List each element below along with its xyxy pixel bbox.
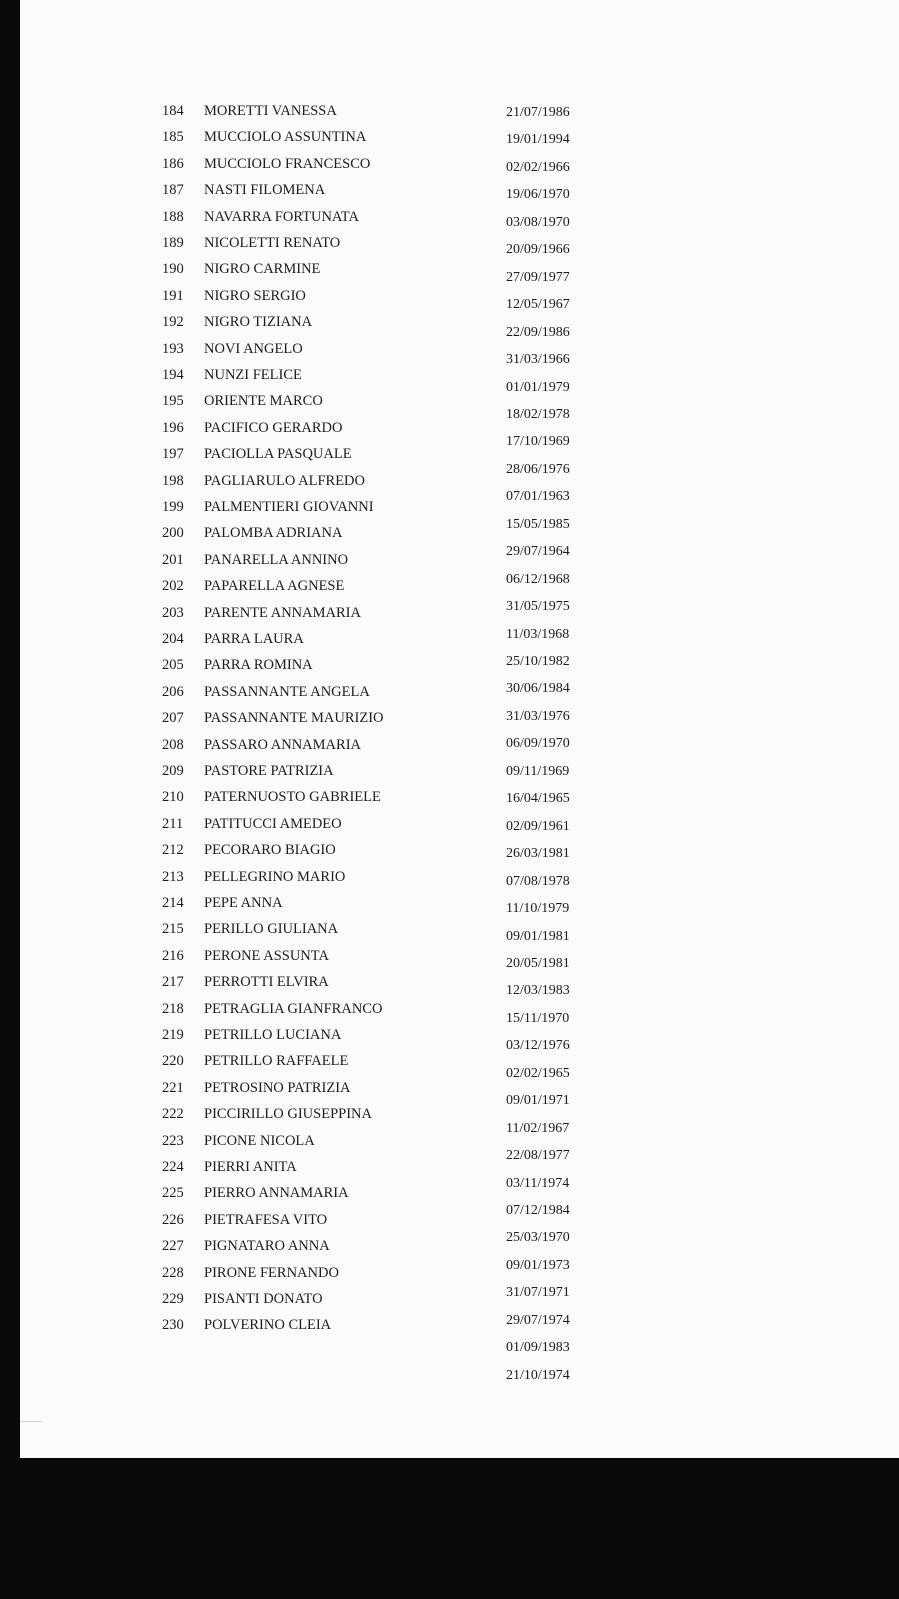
birth-date: 31/07/1971 bbox=[506, 1285, 570, 1301]
birth-date: 20/09/1966 bbox=[506, 242, 570, 258]
birth-date: 25/10/1982 bbox=[506, 654, 570, 669]
list-row bbox=[20, 126, 899, 148]
birth-date: 11/02/1967 bbox=[506, 1120, 570, 1136]
birth-date: 19/01/1994 bbox=[506, 132, 570, 148]
row-number: 219 bbox=[162, 1027, 184, 1043]
person-name: PERONE ASSUNTA bbox=[204, 947, 329, 964]
person-name: PASSANNANTE MAURIZIO bbox=[204, 710, 384, 727]
person-name: PETRILLO LUCIANA bbox=[204, 1027, 342, 1043]
row-number: 203 bbox=[162, 604, 184, 621]
person-name: PEPE ANNA bbox=[204, 895, 283, 911]
birth-date: 27/09/1977 bbox=[506, 269, 570, 285]
person-name: NICOLETTI RENATO bbox=[204, 235, 341, 251]
row-number: 215 bbox=[162, 921, 184, 938]
row-number: 213 bbox=[162, 868, 184, 885]
row-number: 196 bbox=[162, 419, 184, 436]
person-name: PARRA LAURA bbox=[204, 631, 304, 647]
birth-date: 11/03/1968 bbox=[506, 626, 570, 642]
birth-date: 28/06/1976 bbox=[506, 461, 570, 477]
row-number: 194 bbox=[162, 367, 184, 383]
row-number: 222 bbox=[162, 1106, 184, 1123]
birth-date: 19/06/1970 bbox=[506, 187, 570, 203]
row-number: 218 bbox=[162, 1000, 184, 1017]
birth-date: 31/03/1976 bbox=[506, 708, 570, 724]
person-name: MUCCIOLO FRANCESCO bbox=[204, 155, 371, 172]
person-name: PANARELLA ANNINO bbox=[204, 551, 349, 568]
birth-date: 02/09/1961 bbox=[506, 818, 570, 834]
row-number: 184 bbox=[162, 103, 184, 119]
list-row bbox=[20, 285, 899, 313]
birth-date: 20/05/1981 bbox=[506, 955, 570, 971]
birth-date: 22/08/1977 bbox=[506, 1148, 570, 1164]
person-name: PATITUCCI AMEDEO bbox=[204, 815, 342, 832]
row-number: 228 bbox=[162, 1264, 184, 1281]
list-row bbox=[20, 364, 899, 395]
list-row bbox=[20, 100, 899, 122]
birth-date: 21/07/1986 bbox=[506, 105, 570, 120]
person-name: PACIOLLA PASQUALE bbox=[204, 446, 352, 463]
person-name: PIETRAFESA VITO bbox=[204, 1211, 328, 1228]
birth-date: 12/03/1983 bbox=[506, 983, 570, 999]
row-number: 210 bbox=[162, 789, 184, 806]
list-row bbox=[20, 390, 899, 422]
list-row bbox=[20, 496, 899, 532]
row-number: 211 bbox=[162, 815, 184, 832]
person-name: PIERRO ANNAMARIA bbox=[204, 1185, 349, 1202]
row-number: 216 bbox=[162, 947, 184, 964]
birth-date: 02/02/1966 bbox=[506, 159, 570, 175]
row-number: 199 bbox=[162, 499, 184, 515]
birth-date: 30/06/1984 bbox=[506, 681, 570, 697]
row-number: 209 bbox=[162, 763, 184, 779]
birth-date: 07/12/1984 bbox=[506, 1203, 570, 1218]
birth-date: 31/03/1966 bbox=[506, 352, 570, 368]
person-name: PIRONE FERNANDO bbox=[204, 1264, 339, 1281]
person-name: PERROTTI ELVIRA bbox=[204, 974, 329, 991]
person-name: PISANTI DONATO bbox=[204, 1291, 323, 1307]
birth-date: 12/05/1967 bbox=[506, 297, 570, 313]
person-name: PIERRI ANITA bbox=[204, 1159, 297, 1175]
person-name: PALMENTIERI GIOVANNI bbox=[204, 499, 374, 515]
list-row bbox=[20, 470, 899, 505]
row-number: 190 bbox=[162, 261, 184, 278]
birth-date: 01/09/1983 bbox=[506, 1340, 570, 1356]
row-number: 226 bbox=[162, 1211, 184, 1228]
birth-date: 09/11/1969 bbox=[506, 763, 570, 779]
birth-date: 31/05/1975 bbox=[506, 599, 570, 615]
person-name: MORETTI VANESSA bbox=[204, 103, 337, 119]
birth-date: 09/01/1973 bbox=[506, 1257, 570, 1273]
row-number: 214 bbox=[162, 895, 184, 911]
row-number: 186 bbox=[162, 155, 184, 172]
list-row bbox=[20, 232, 899, 258]
row-number: 204 bbox=[162, 631, 184, 647]
person-name: POLVERINO CLEIA bbox=[204, 1317, 332, 1334]
row-number: 221 bbox=[162, 1079, 184, 1096]
birth-date: 29/07/1964 bbox=[506, 544, 570, 560]
list-row bbox=[20, 338, 899, 368]
birth-date: 25/03/1970 bbox=[506, 1230, 570, 1246]
row-number: 230 bbox=[162, 1317, 184, 1334]
row-number: 197 bbox=[162, 446, 184, 463]
person-name: PETRAGLIA GIANFRANCO bbox=[204, 1000, 383, 1017]
birth-date: 06/12/1968 bbox=[506, 571, 570, 587]
list-row bbox=[20, 206, 899, 228]
person-name: PASSANNANTE ANGELA bbox=[204, 683, 370, 700]
row-number: 224 bbox=[162, 1159, 184, 1175]
row-number: 189 bbox=[162, 235, 184, 251]
person-name: ORIENTE MARCO bbox=[204, 393, 323, 410]
row-number: 225 bbox=[162, 1185, 184, 1202]
birth-date: 29/07/1974 bbox=[506, 1312, 570, 1328]
row-number: 188 bbox=[162, 208, 184, 225]
person-name: PERILLO GIULIANA bbox=[204, 921, 339, 938]
birth-date: 03/12/1976 bbox=[506, 1038, 570, 1054]
row-number: 191 bbox=[162, 287, 184, 304]
birth-date: 07/01/1963 bbox=[506, 489, 570, 505]
list-row bbox=[20, 311, 899, 340]
person-name: PACIFICO GERARDO bbox=[204, 419, 343, 436]
birth-date: 03/08/1970 bbox=[506, 214, 570, 230]
person-name: NUNZI FELICE bbox=[204, 367, 302, 383]
birth-date: 07/08/1978 bbox=[506, 873, 570, 889]
person-name: PASSARO ANNAMARIA bbox=[204, 736, 361, 753]
birth-date: 09/01/1981 bbox=[506, 928, 570, 944]
list-row bbox=[20, 443, 899, 477]
birth-date: 21/10/1974 bbox=[506, 1367, 570, 1383]
birth-date: 17/10/1969 bbox=[506, 434, 570, 450]
birth-date: 09/01/1971 bbox=[506, 1093, 570, 1109]
list-row bbox=[20, 258, 899, 285]
row-number: 205 bbox=[162, 657, 184, 674]
row-number: 207 bbox=[162, 710, 184, 727]
birth-date: 06/09/1970 bbox=[506, 736, 570, 752]
person-name: PIGNATARO ANNA bbox=[204, 1238, 330, 1255]
birth-date: 02/02/1965 bbox=[506, 1065, 570, 1081]
person-name: PARRA ROMINA bbox=[204, 657, 313, 674]
person-name: PICONE NICOLA bbox=[204, 1132, 315, 1149]
person-name: NIGRO SERGIO bbox=[204, 287, 306, 304]
row-number: 185 bbox=[162, 129, 184, 146]
scanned-page bbox=[20, 0, 899, 1458]
birth-date: 03/11/1974 bbox=[506, 1175, 570, 1191]
row-number: 212 bbox=[162, 842, 184, 859]
row-number: 201 bbox=[162, 551, 184, 568]
birth-date: 22/09/1986 bbox=[506, 324, 570, 340]
person-name: NIGRO CARMINE bbox=[204, 261, 321, 278]
scan-edge-mark bbox=[20, 1421, 42, 1422]
person-name: NAVARRA FORTUNATA bbox=[204, 208, 359, 225]
row-number: 198 bbox=[162, 472, 184, 489]
row-number: 223 bbox=[162, 1132, 184, 1149]
row-number: 193 bbox=[162, 340, 184, 357]
person-name: MUCCIOLO ASSUNTINA bbox=[204, 129, 367, 146]
row-number: 192 bbox=[162, 314, 184, 331]
birth-date: 01/01/1979 bbox=[506, 379, 570, 395]
person-name: NIGRO TIZIANA bbox=[204, 314, 313, 331]
row-number: 202 bbox=[162, 578, 184, 595]
row-number: 220 bbox=[162, 1053, 184, 1070]
row-number: 208 bbox=[162, 736, 184, 753]
person-name: PALOMBA ADRIANA bbox=[204, 525, 343, 542]
person-name: PATERNUOSTO GABRIELE bbox=[204, 789, 381, 806]
row-number: 217 bbox=[162, 974, 184, 991]
person-name: NASTI FILOMENA bbox=[204, 182, 326, 199]
birth-date: 15/11/1970 bbox=[506, 1010, 570, 1026]
person-name: PECORARO BIAGIO bbox=[204, 842, 336, 859]
person-name: NOVI ANGELO bbox=[204, 340, 303, 357]
row-number: 206 bbox=[162, 683, 184, 700]
birth-date: 11/10/1979 bbox=[506, 901, 570, 917]
birth-date: 15/05/1985 bbox=[506, 516, 570, 532]
person-name: PETRILLO RAFFAELE bbox=[204, 1053, 349, 1070]
birth-date: 16/04/1965 bbox=[506, 791, 570, 807]
row-number: 227 bbox=[162, 1238, 184, 1255]
person-name: PARENTE ANNAMARIA bbox=[204, 604, 361, 621]
row-number: 229 bbox=[162, 1291, 184, 1307]
birth-date: 26/03/1981 bbox=[506, 846, 570, 862]
person-name: PETROSINO PATRIZIA bbox=[204, 1079, 351, 1096]
list-row bbox=[20, 417, 899, 450]
person-name: PASTORE PATRIZIA bbox=[204, 763, 334, 779]
person-name: PELLEGRINO MARIO bbox=[204, 868, 346, 885]
row-number: 200 bbox=[162, 525, 184, 542]
person-name: PAPARELLA AGNESE bbox=[204, 578, 345, 595]
list-row bbox=[20, 179, 899, 201]
birth-date: 18/02/1978 bbox=[506, 406, 570, 422]
row-number: 195 bbox=[162, 393, 184, 410]
person-name: PICCIRILLO GIUSEPPINA bbox=[204, 1106, 372, 1123]
list-row bbox=[20, 153, 899, 175]
row-number: 187 bbox=[162, 182, 184, 199]
person-name: PAGLIARULO ALFREDO bbox=[204, 472, 365, 489]
